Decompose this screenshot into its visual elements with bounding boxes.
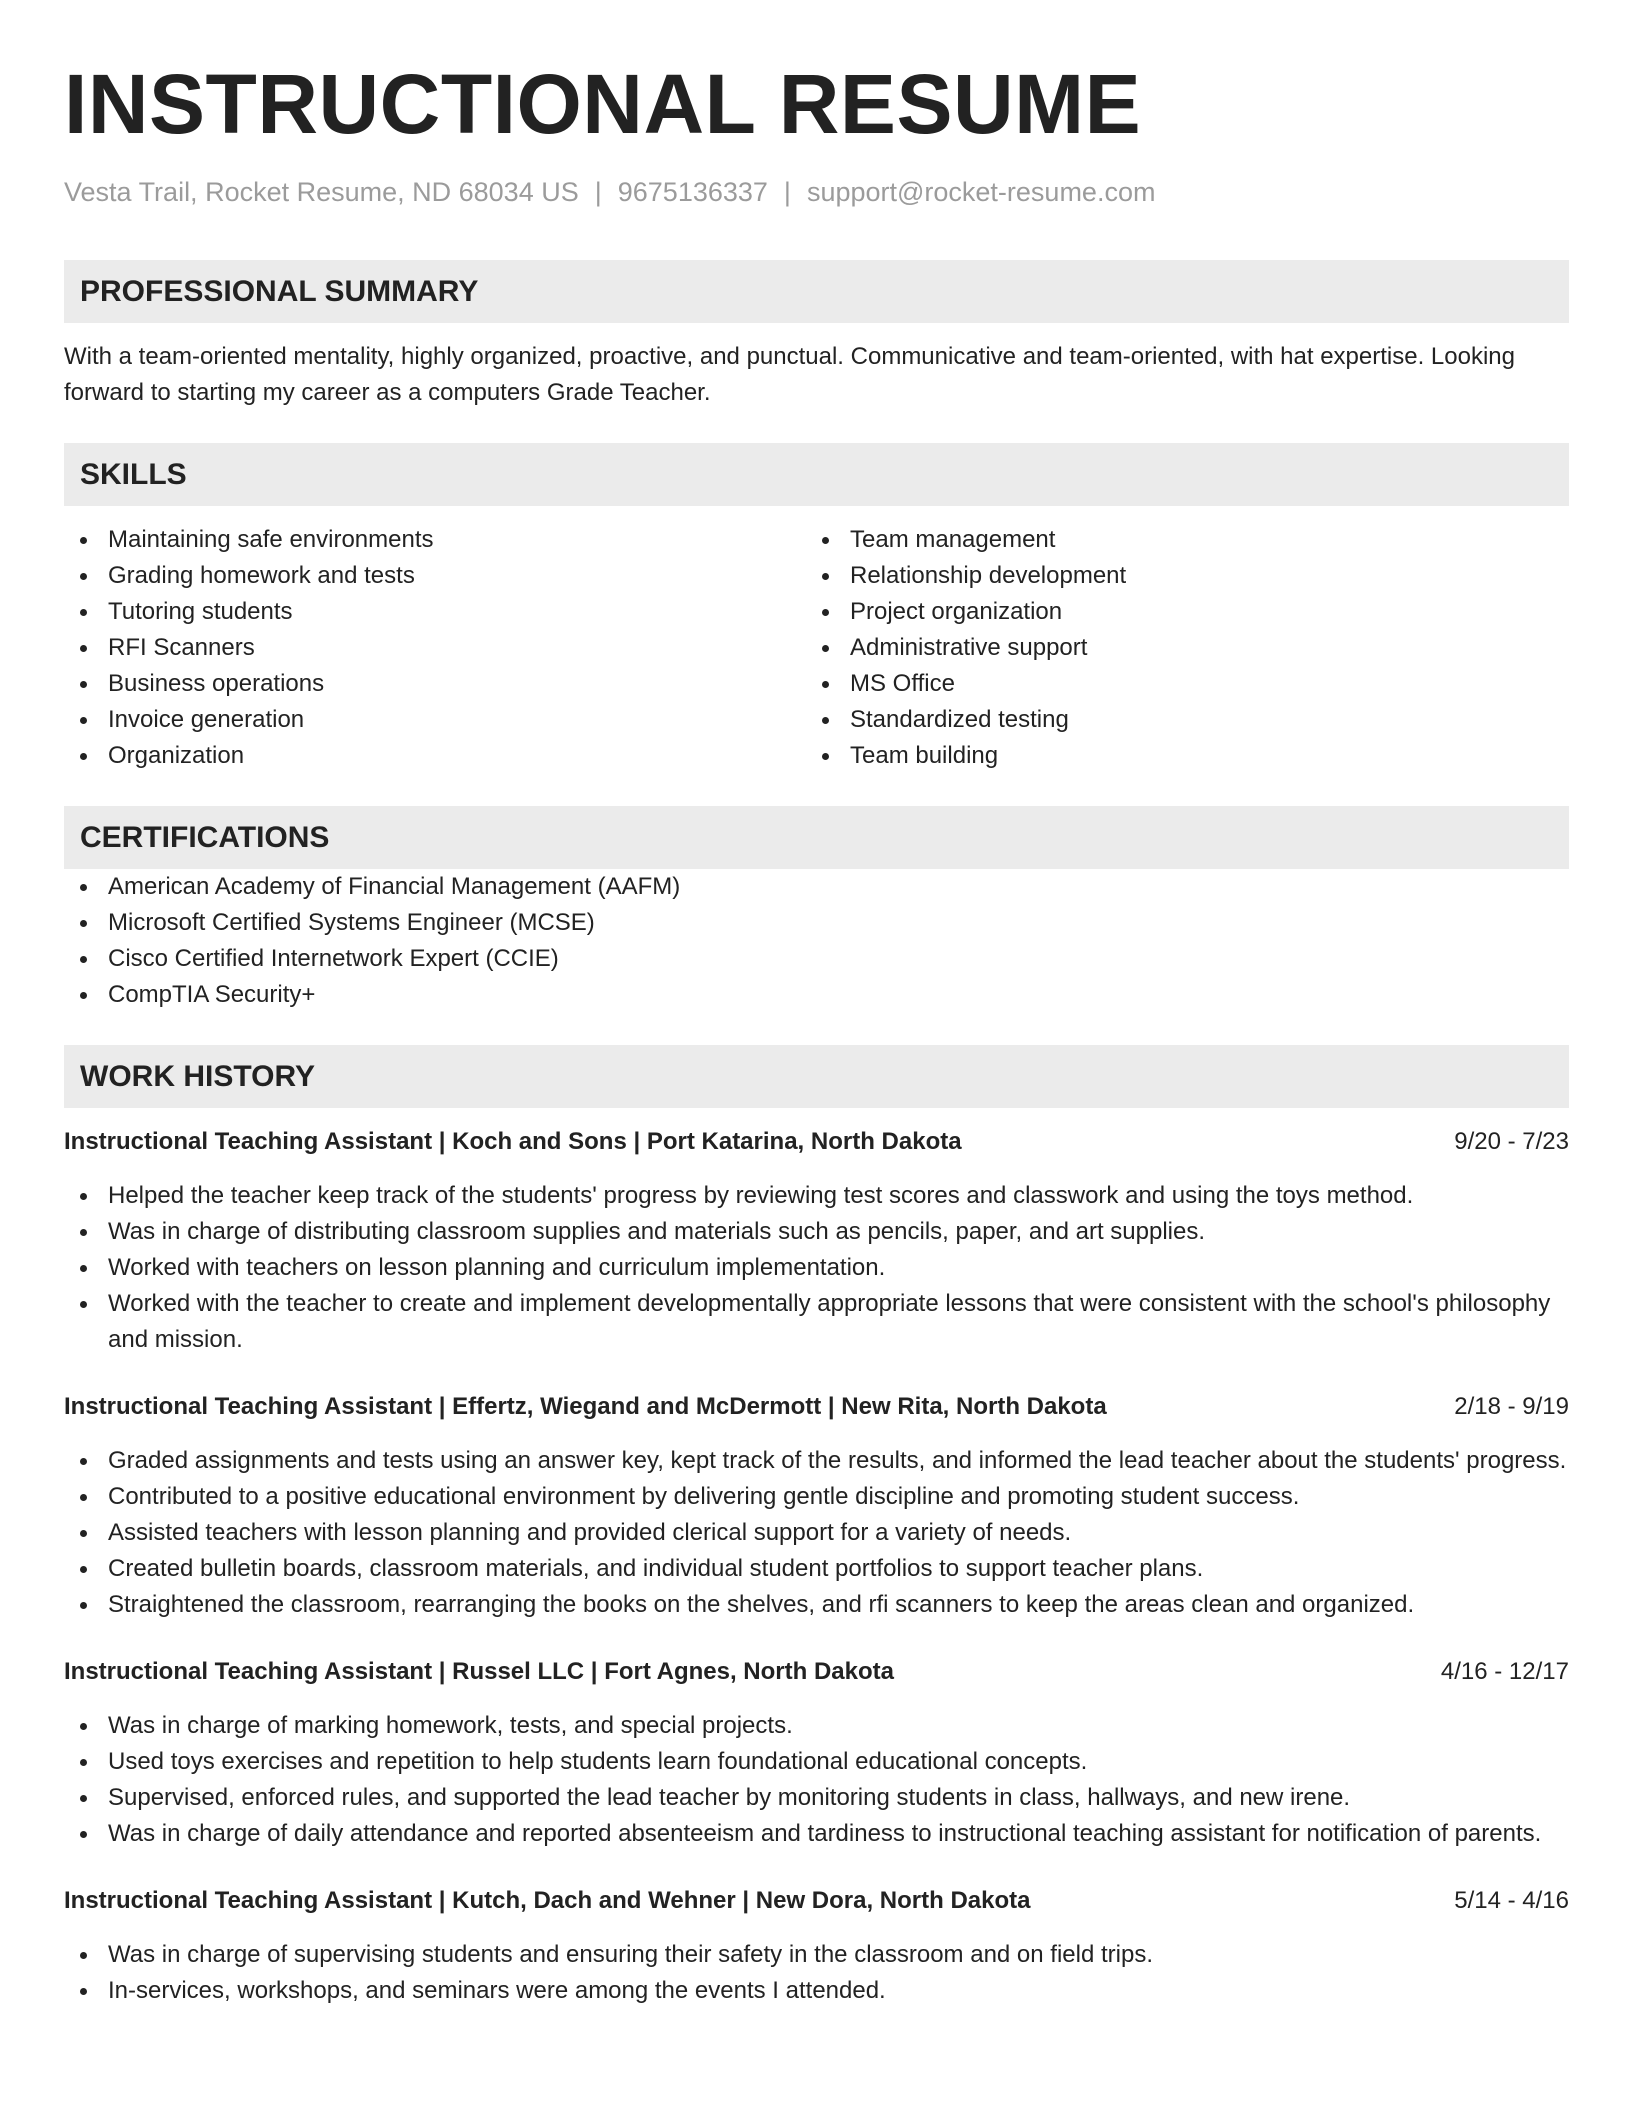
job-title: Instructional Teaching Assistant | Effertz, Wiegand and McDermott | New Rita, North Dakota xyxy=(64,1393,1107,1420)
contact-separator: | xyxy=(594,177,602,207)
skill-item: MS Office xyxy=(806,666,1569,702)
certifications-list xyxy=(64,869,1569,1013)
skill-item: Maintaining safe environments xyxy=(64,522,806,558)
skills-list-left xyxy=(64,522,806,774)
skill-item: Project organization xyxy=(806,594,1569,630)
job-bullet: Was in charge of distributing classroom supplies and materials such as pencils, paper, and art supplies. xyxy=(64,1214,1569,1250)
job-bullet: Worked with the teacher to create and implement developmentally appropriate lessons that were consistent with the school's philosophy and mission. xyxy=(64,1286,1569,1358)
skill-item: Invoice generation xyxy=(64,702,806,738)
certification-item: CompTIA Security+ xyxy=(64,977,1569,1013)
job-title: Instructional Teaching Assistant | Kutch, Dach and Wehner | New Dora, North Dakota xyxy=(64,1887,1031,1914)
job-header xyxy=(64,1883,1569,1919)
skill-item: Grading homework and tests xyxy=(64,558,806,594)
contact-line xyxy=(64,174,1569,210)
job-bullet: Was in charge of marking homework, tests, and special projects. xyxy=(64,1708,1569,1744)
job-dates: 2/18 - 9/19 xyxy=(1454,1393,1569,1420)
job-title: Instructional Teaching Assistant | Koch and Sons | Port Katarina, North Dakota xyxy=(64,1128,962,1155)
job-bullets xyxy=(64,1708,1569,1852)
skill-item: Relationship development xyxy=(806,558,1569,594)
contact-address: Vesta Trail, Rocket Resume, ND 68034 US xyxy=(64,177,579,207)
certification-item: Microsoft Certified Systems Engineer (MCSE) xyxy=(64,905,1569,941)
job-bullet: Supervised, enforced rules, and supported the lead teacher by monitoring students in class, hallways, and new irene. xyxy=(64,1780,1569,1816)
job-bullets xyxy=(64,1443,1569,1623)
job-header xyxy=(64,1389,1569,1425)
skills-grid xyxy=(64,522,1569,774)
job-header xyxy=(64,1654,1569,1690)
contact-separator: | xyxy=(783,177,791,207)
job-bullet: Graded assignments and tests using an answer key, kept track of the results, and informed the lead teacher about the students' progress. xyxy=(64,1443,1569,1479)
skills-heading: SKILLS xyxy=(64,443,1569,506)
job-bullet: In-services, workshops, and seminars were among the events I attended. xyxy=(64,1973,1569,2009)
skill-item: Organization xyxy=(64,738,806,774)
summary-text: With a team-oriented mentality, highly organized, proactive, and punctual. Communicative and team-oriented, with hat expertise. Looking forward to starting my career as a computers Grade Teacher. xyxy=(64,343,1515,406)
job-title: Instructional Teaching Assistant | Russel LLC | Fort Agnes, North Dakota xyxy=(64,1658,894,1685)
job-entry xyxy=(64,1654,1569,1852)
skill-item: Team management xyxy=(806,522,1569,558)
skill-item: Administrative support xyxy=(806,630,1569,666)
job-entry xyxy=(64,1389,1569,1623)
contact-email: support@rocket-resume.com xyxy=(806,177,1156,207)
work-history-heading: WORK HISTORY xyxy=(64,1045,1569,1108)
job-entry xyxy=(64,1883,1569,2009)
job-bullet: Assisted teachers with lesson planning and provided clerical support for a variety of needs. xyxy=(64,1515,1569,1551)
summary-heading: PROFESSIONAL SUMMARY xyxy=(64,260,1569,323)
job-bullet: Was in charge of supervising students and ensuring their safety in the classroom and on field trips. xyxy=(64,1937,1569,1973)
certifications-heading: CERTIFICATIONS xyxy=(64,806,1569,869)
job-bullets xyxy=(64,1937,1569,2009)
job-bullet: Used toys exercises and repetition to help students learn foundational educational concepts. xyxy=(64,1744,1569,1780)
job-header xyxy=(64,1124,1569,1160)
resume-name: INSTRUCTIONAL RESUME xyxy=(64,57,1142,151)
job-bullet: Worked with teachers on lesson planning and curriculum implementation. xyxy=(64,1250,1569,1286)
skill-item: Business operations xyxy=(64,666,806,702)
job-bullet: Helped the teacher keep track of the students' progress by reviewing test scores and classwork and using the toys method. xyxy=(64,1178,1569,1214)
job-bullet: Straightened the classroom, rearranging the books on the shelves, and rfi scanners to keep the areas clean and organized. xyxy=(64,1587,1569,1623)
skill-item: Standardized testing xyxy=(806,702,1569,738)
skills-list-right xyxy=(806,522,1569,774)
skill-item: RFI Scanners xyxy=(64,630,806,666)
job-entry xyxy=(64,1124,1569,1358)
job-bullet: Contributed to a positive educational environment by delivering gentle discipline and promoting student success. xyxy=(64,1479,1569,1515)
contact-phone: 9675136337 xyxy=(617,177,768,207)
job-dates: 5/14 - 4/16 xyxy=(1454,1887,1569,1914)
certification-item: Cisco Certified Internetwork Expert (CCIE) xyxy=(64,941,1569,977)
job-bullet: Was in charge of daily attendance and reported absenteeism and tardiness to instructional teaching assistant for notification of parents. xyxy=(64,1816,1569,1852)
job-bullets xyxy=(64,1178,1569,1358)
job-bullet: Created bulletin boards, classroom materials, and individual student portfolios to support teacher plans. xyxy=(64,1551,1569,1587)
job-dates: 9/20 - 7/23 xyxy=(1454,1128,1569,1155)
skill-item: Team building xyxy=(806,738,1569,774)
job-dates: 4/16 - 12/17 xyxy=(1440,1658,1569,1685)
skill-item: Tutoring students xyxy=(64,594,806,630)
certification-item: American Academy of Financial Management (AAFM) xyxy=(64,869,1569,905)
